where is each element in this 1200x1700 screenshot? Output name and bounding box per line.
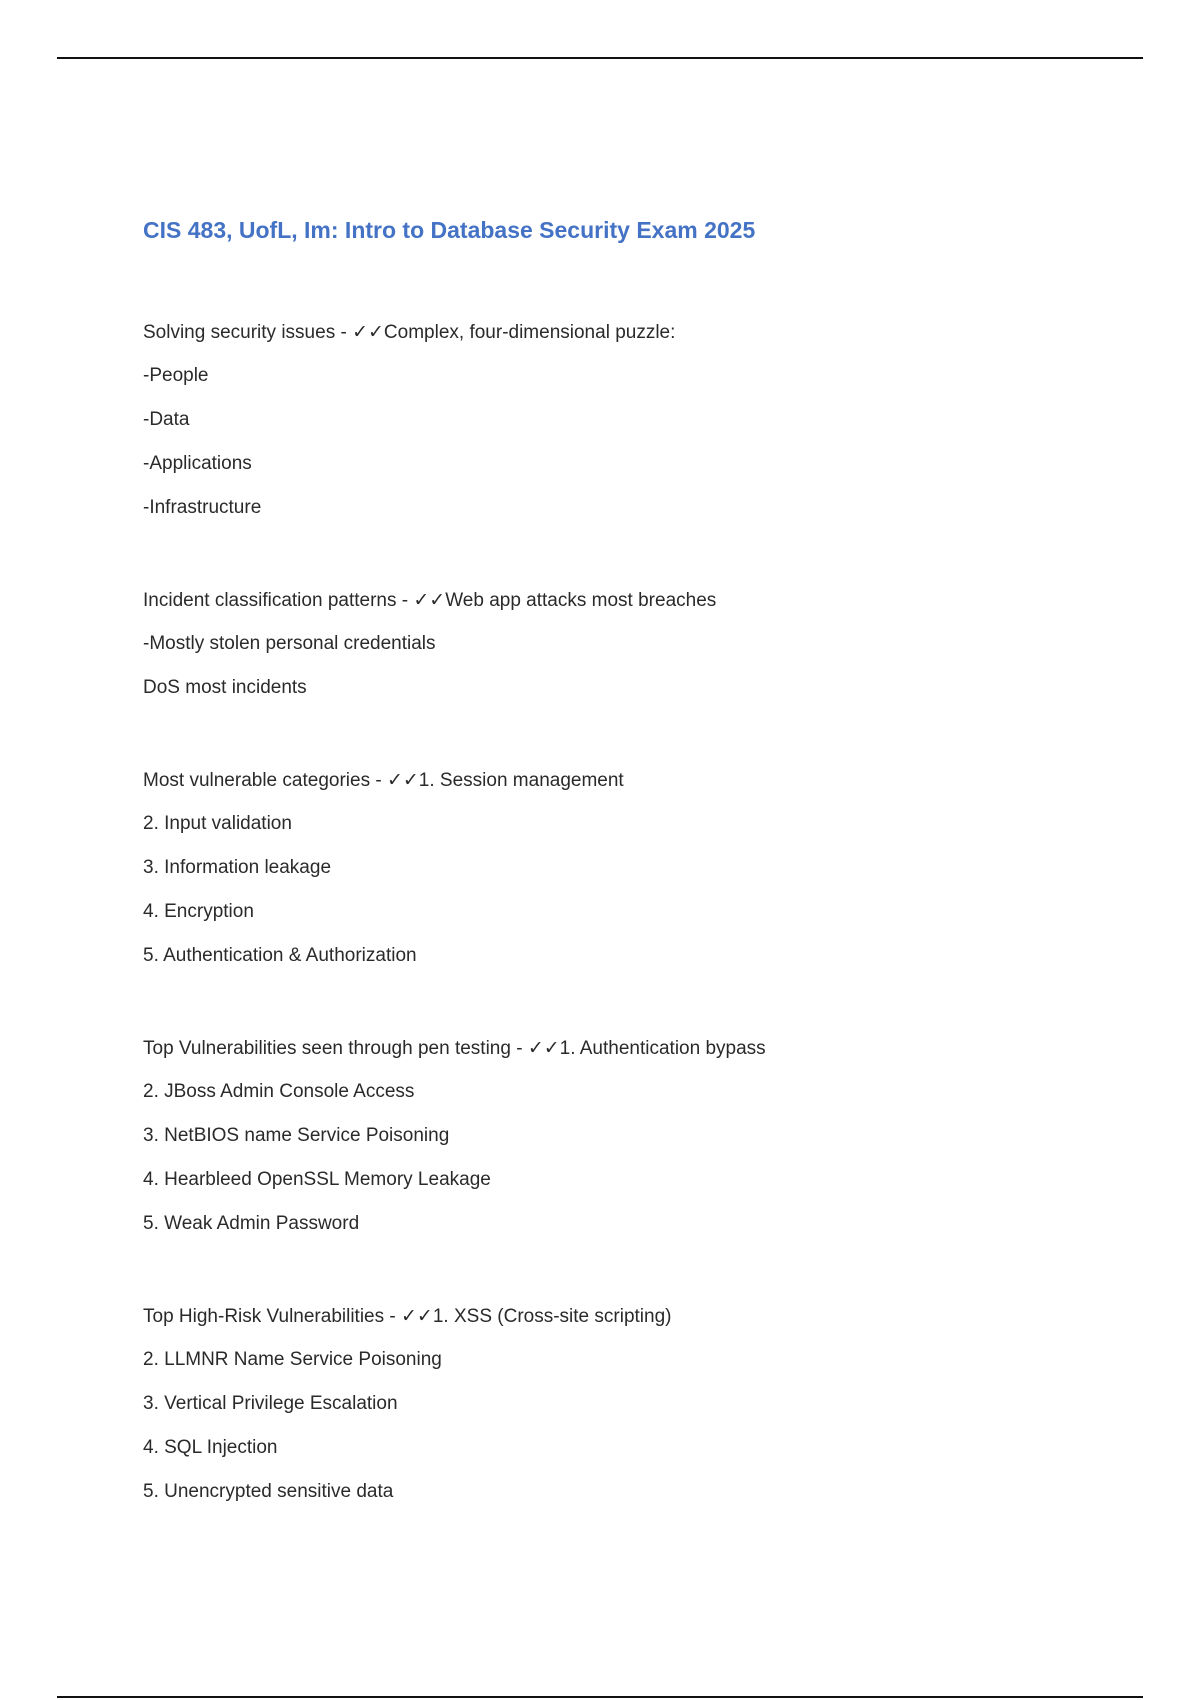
question-line: [143, 578, 1103, 622]
answer-text: Complex, four-dimensional puzzle:: [383, 322, 676, 343]
document-title: CIS 483, UofL, Im: Intro to Database Security Exam 2025: [143, 217, 756, 243]
footer-rule: [57, 1696, 1143, 1698]
answer-line: 3. Vertical Privilege Escalation: [143, 1393, 398, 1414]
flashcard-section: [143, 578, 1103, 710]
answer-line: 3. Information leakage: [143, 857, 332, 878]
answer-line: -Mostly stolen personal credentials: [143, 633, 436, 654]
header-rule: [57, 57, 1143, 59]
answer-line: 4. Encryption: [143, 901, 254, 922]
term-text: Top Vulnerabilities seen through pen testing -: [143, 1038, 528, 1059]
term-text: Incident classification patterns -: [143, 590, 414, 611]
check-icon: ✓✓: [352, 321, 384, 343]
answer-line: 5. Authentication & Authorization: [143, 945, 417, 966]
answer-line: -Infrastructure: [143, 497, 262, 518]
answer-line: DoS most incidents: [143, 677, 307, 698]
check-icon: ✓✓: [527, 1037, 560, 1059]
answer-text: 1. Authentication bypass: [559, 1038, 766, 1059]
answer-line: 4. SQL Injection: [143, 1437, 278, 1458]
question-line: [143, 758, 1103, 802]
answer-line: 3. NetBIOS name Service Poisoning: [143, 1125, 450, 1146]
term-text: Top High-Risk Vulnerabilities -: [143, 1306, 402, 1327]
answer-line: 4. Hearbleed OpenSSL Memory Leakage: [143, 1169, 491, 1190]
flashcard-section: [143, 1026, 1103, 1246]
check-icon: ✓✓: [413, 589, 446, 611]
answer-text: Web app attacks most breaches: [445, 590, 717, 611]
question-line: [143, 310, 1103, 354]
answer-line: 2. JBoss Admin Console Access: [143, 1081, 415, 1102]
flashcard-section: [143, 310, 1103, 530]
answer-line: -Data: [143, 409, 190, 430]
answer-text: 1. Session management: [418, 770, 624, 791]
flashcard-section: [143, 1294, 1103, 1514]
question-line: [143, 1026, 1103, 1070]
document-body: [143, 210, 1103, 1514]
check-icon: ✓✓: [401, 1305, 433, 1327]
answer-line: -People: [143, 365, 209, 386]
term-text: Most vulnerable categories -: [143, 770, 387, 791]
question-line: [143, 1294, 1103, 1338]
answer-line: 5. Weak Admin Password: [143, 1213, 360, 1234]
answer-line: -Applications: [143, 453, 252, 474]
answer-text: 1. XSS (Cross-site scripting): [432, 1306, 672, 1327]
answer-line: 2. Input validation: [143, 813, 292, 834]
answer-line: 5. Unencrypted sensitive data: [143, 1481, 394, 1502]
flashcard-section: [143, 758, 1103, 978]
term-text: Solving security issues -: [143, 322, 353, 343]
check-icon: ✓✓: [386, 769, 419, 791]
answer-line: 2. LLMNR Name Service Poisoning: [143, 1349, 442, 1370]
